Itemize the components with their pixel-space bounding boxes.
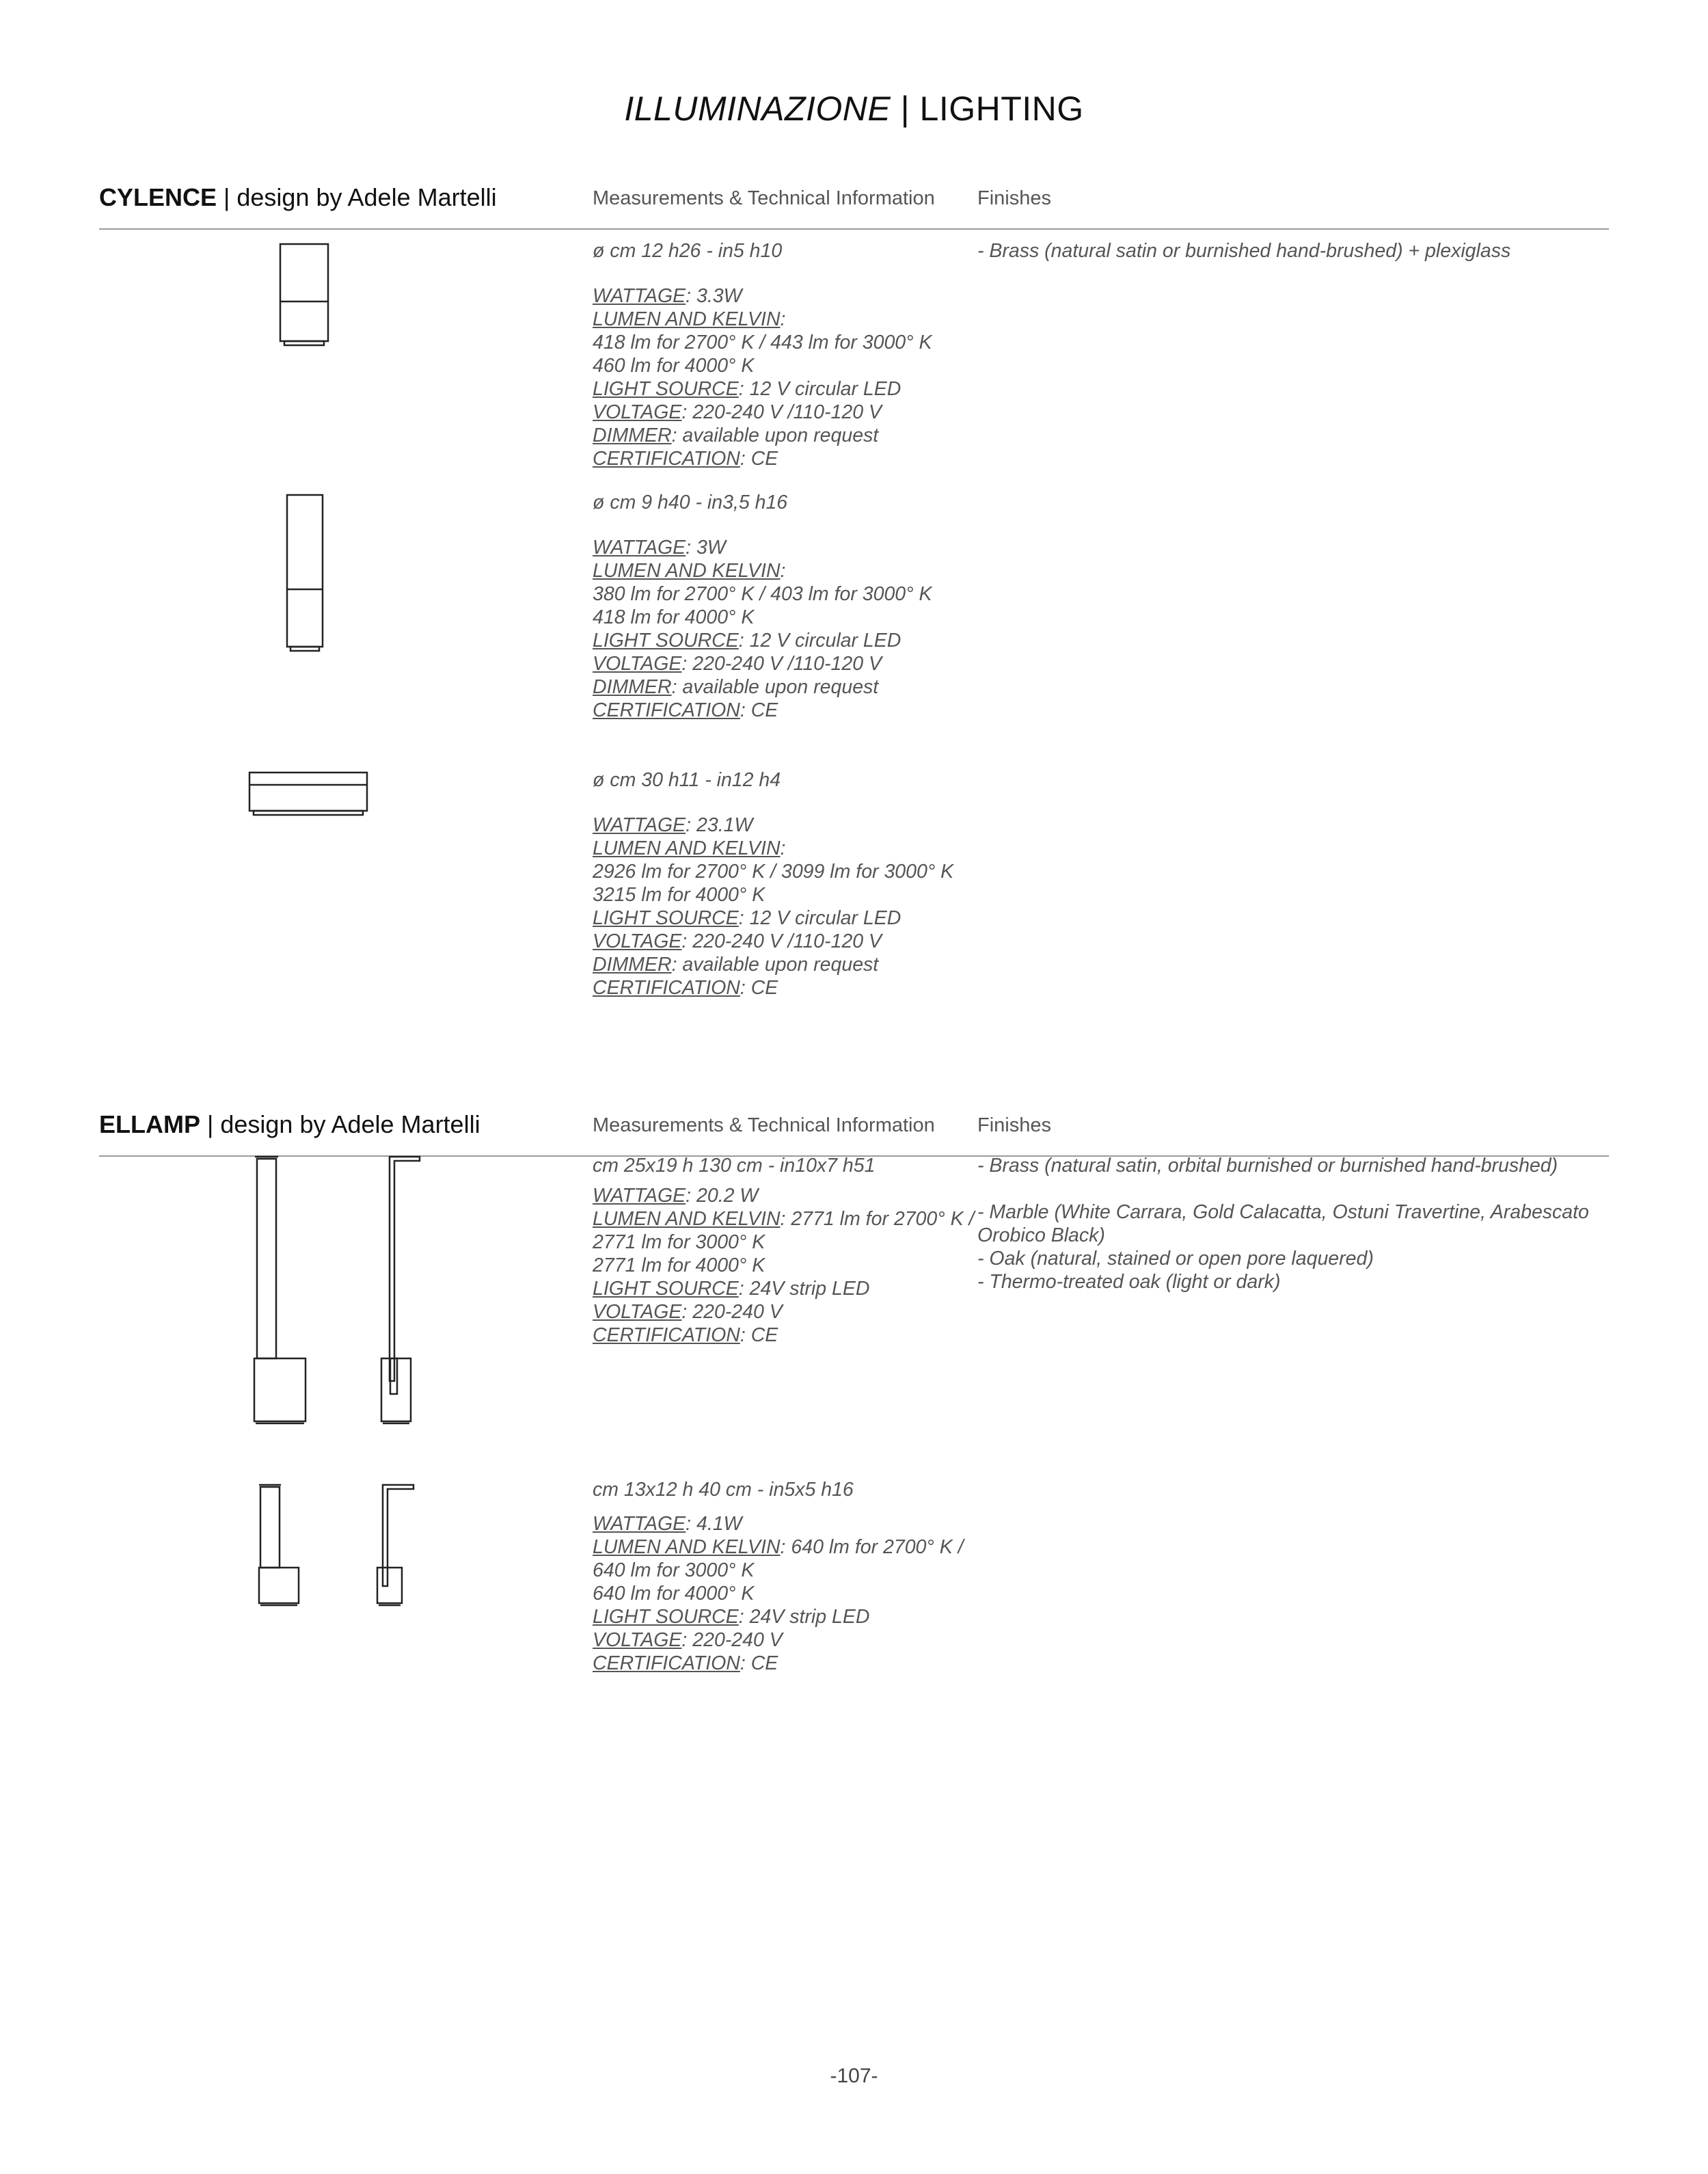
light-source-value: : 24V strip LED	[738, 1278, 870, 1300]
lumen-label: LUMEN AND KELVIN	[593, 1536, 781, 1558]
ellamp-finish-thermo-oak: - Thermo-treated oak (light or dark)	[977, 1271, 1281, 1293]
light-source-label: LIGHT SOURCE	[593, 1606, 739, 1628]
certification-value: : CE	[740, 448, 778, 470]
cylence-header	[99, 183, 1609, 224]
cylence-1-wattage	[593, 284, 975, 308]
voltage-label: VOLTAGE	[593, 653, 682, 675]
lumen-label: LUMEN AND KELVIN	[593, 308, 781, 330]
dimmer-label: DIMMER	[593, 425, 672, 446]
ellamp-2-voltage	[593, 1628, 975, 1652]
voltage-label: VOLTAGE	[593, 1629, 682, 1651]
ellamp-1-dimensions: cm 25x19 h 130 cm - in10x7 h51	[593, 1155, 876, 1177]
lumen-value: : 2771 lm for 2700° K /	[780, 1208, 975, 1230]
wattage-value: : 4.1W	[686, 1513, 742, 1535]
ellamp-name: ELLAMP	[99, 1110, 200, 1138]
cylence-2-lumen	[593, 559, 975, 582]
cylence-3-voltage	[593, 930, 975, 953]
cylence-1-light-source	[593, 377, 975, 401]
cylence-divider	[99, 228, 1609, 230]
voltage-value: : 220-240 V /110-120 V	[681, 930, 882, 952]
ellamp-tall-side-drawing	[376, 1155, 431, 1429]
cylence-1-dimensions: ø cm 12 h26 - in5 h10	[593, 240, 783, 262]
dimmer-value: : available upon request	[671, 954, 879, 976]
ellamp-finish-brass: - Brass (natural satin, orbital burnished or burnished hand-brushed)	[977, 1155, 1558, 1177]
light-source-label: LIGHT SOURCE	[593, 907, 739, 929]
lumen-label: LUMEN AND KELVIN	[593, 837, 781, 859]
light-source-label: LIGHT SOURCE	[593, 630, 739, 652]
cylence-finish-item: - Brass (natural satin or burnished hand-brushed) + plexiglass	[977, 240, 1511, 262]
wattage-label: WATTAGE	[593, 537, 686, 559]
cylence-designer: | design by Adele Martelli	[217, 183, 497, 211]
cylence-small-drawing	[273, 243, 342, 352]
cylence-3-dimensions: ø cm 30 h11 - in12 h4	[593, 769, 781, 791]
certification-value: : CE	[740, 1652, 778, 1674]
certification-label: CERTIFICATION	[593, 448, 740, 470]
voltage-value: : 220-240 V /110-120 V	[681, 653, 882, 675]
ellamp-finishes-heading: Finishes	[977, 1114, 1051, 1136]
certification-label: CERTIFICATION	[593, 977, 740, 999]
light-source-value: : 24V strip LED	[738, 1606, 870, 1628]
lumen-sep: :	[780, 560, 786, 582]
cylence-2-dimensions: ø cm 9 h40 - in3,5 h16	[593, 492, 788, 513]
ellamp-designer: | design by Adele Martelli	[200, 1110, 480, 1138]
certification-value: : CE	[740, 1324, 778, 1346]
cylence-1-dimmer	[593, 424, 975, 447]
ellamp-2-certification	[593, 1652, 975, 1675]
certification-label: CERTIFICATION	[593, 1324, 740, 1346]
ellamp-1-voltage	[593, 1300, 975, 1324]
cylence-spec-2	[593, 491, 975, 722]
cylence-3-light-source	[593, 907, 975, 930]
ellamp-tall-front-drawing	[249, 1155, 318, 1429]
light-source-label: LIGHT SOURCE	[593, 1278, 739, 1300]
light-source-label: LIGHT SOURCE	[593, 378, 739, 400]
ellamp-2-dimensions: cm 13x12 h 40 cm - in5x5 h16	[593, 1479, 854, 1501]
cylence-1-lumen-line-1: 418 lm for 2700° K / 443 lm for 3000° K	[593, 332, 932, 353]
voltage-label: VOLTAGE	[593, 401, 682, 423]
ellamp-1-wattage	[593, 1184, 975, 1207]
ellamp-finishes	[977, 1154, 1620, 1293]
certification-label: CERTIFICATION	[593, 699, 740, 721]
lumen-sep: :	[780, 837, 786, 859]
certification-label: CERTIFICATION	[593, 1652, 740, 1674]
ellamp-2-lumen-line-3: 640 lm for 4000° K	[593, 1583, 755, 1605]
cylence-2-voltage	[593, 652, 975, 675]
ellamp-2-lumen-line-2: 640 lm for 3000° K	[593, 1559, 755, 1581]
ellamp-2-lumen	[593, 1535, 975, 1559]
cylence-flat-drawing	[246, 771, 376, 826]
ellamp-2-light-source	[593, 1605, 975, 1628]
cylence-spec-3	[593, 768, 975, 999]
light-source-value: : 12 V circular LED	[738, 378, 902, 400]
light-source-value: : 12 V circular LED	[738, 907, 902, 929]
ellamp-finish-oak: - Oak (natural, stained or open pore laquered)	[977, 1248, 1374, 1270]
dimmer-value: : available upon request	[671, 676, 879, 698]
voltage-value: : 220-240 V	[681, 1301, 783, 1323]
dimmer-label: DIMMER	[593, 676, 672, 698]
cylence-1-voltage	[593, 401, 975, 424]
certification-value: : CE	[740, 699, 778, 721]
wattage-label: WATTAGE	[593, 1185, 686, 1207]
wattage-value: : 23.1W	[686, 814, 753, 836]
wattage-label: WATTAGE	[593, 1513, 686, 1535]
voltage-label: VOLTAGE	[593, 930, 682, 952]
cylence-1-lumen	[593, 308, 975, 331]
ellamp-1-lumen-line-2: 2771 lm for 3000° K	[593, 1231, 765, 1253]
ellamp-1-lumen	[593, 1207, 975, 1231]
certification-value: : CE	[740, 977, 778, 999]
ellamp-spec-1	[593, 1154, 975, 1347]
ellamp-header	[99, 1110, 1609, 1151]
cylence-2-wattage	[593, 536, 975, 559]
cylence-3-lumen	[593, 837, 975, 860]
cylence-name: CYLENCE	[99, 183, 217, 211]
cylence-measurements-heading: Measurements & Technical Information	[593, 187, 935, 209]
cylence-1-lumen-line-2: 460 lm for 4000° K	[593, 355, 755, 377]
ellamp-1-certification	[593, 1324, 975, 1347]
cylence-3-wattage	[593, 814, 975, 837]
page-title	[0, 89, 1708, 129]
dimmer-value: : available upon request	[671, 425, 879, 446]
lumen-label: LUMEN AND KELVIN	[593, 1208, 781, 1230]
cylence-spec-1	[593, 239, 975, 470]
page-number: -107-	[830, 2065, 878, 2087]
cylence-2-certification	[593, 699, 975, 722]
voltage-value: : 220-240 V	[681, 1629, 783, 1651]
cylence-2-dimmer	[593, 675, 975, 699]
cylence-3-lumen-line-1: 2926 lm for 2700° K / 3099 lm for 3000° K	[593, 861, 954, 883]
ellamp-product-title	[99, 1110, 480, 1139]
cylence-product-title	[99, 183, 497, 212]
ellamp-1-light-source	[593, 1277, 975, 1300]
wattage-value: : 3.3W	[686, 285, 742, 307]
ellamp-small-side-drawing	[375, 1484, 422, 1613]
lumen-label: LUMEN AND KELVIN	[593, 560, 781, 582]
cylence-2-light-source	[593, 629, 975, 652]
voltage-label: VOLTAGE	[593, 1301, 682, 1323]
cylence-3-lumen-line-2: 3215 lm for 4000° K	[593, 884, 765, 906]
wattage-label: WATTAGE	[593, 285, 686, 307]
ellamp-1-lumen-line-3: 2771 lm for 4000° K	[593, 1254, 765, 1276]
finish-spacer	[977, 1177, 1620, 1200]
lumen-value: : 640 lm for 2700° K /	[780, 1536, 964, 1558]
page-title-italic: ILLUMINAZIONE	[624, 90, 891, 128]
light-source-value: : 12 V circular LED	[738, 630, 902, 652]
voltage-value: : 220-240 V /110-120 V	[681, 401, 882, 423]
cylence-2-lumen-line-2: 418 lm for 4000° K	[593, 606, 755, 628]
ellamp-spec-2	[593, 1478, 975, 1675]
cylence-1-certification	[593, 447, 975, 470]
cylence-2-lumen-line-1: 380 lm for 2700° K / 403 lm for 3000° K	[593, 583, 932, 605]
cylence-finishes	[977, 239, 1620, 263]
ellamp-finish-marble: - Marble (White Carrara, Gold Calacatta, Ostuni Travertine, Arabescato	[977, 1201, 1589, 1223]
cylence-tall-drawing	[280, 494, 335, 658]
cylence-3-certification	[593, 976, 975, 999]
cylence-3-dimmer	[593, 953, 975, 976]
cylence-finishes-heading: Finishes	[977, 187, 1051, 209]
ellamp-finish-marble-cont: Orobico Black)	[977, 1224, 1105, 1246]
ellamp-small-front-drawing	[256, 1484, 310, 1613]
wattage-value: : 3W	[686, 537, 726, 559]
lumen-sep: :	[780, 308, 786, 330]
page-title-rest: | LIGHTING	[891, 90, 1084, 128]
ellamp-measurements-heading: Measurements & Technical Information	[593, 1114, 935, 1136]
wattage-label: WATTAGE	[593, 814, 686, 836]
ellamp-2-wattage	[593, 1512, 975, 1535]
dimmer-label: DIMMER	[593, 954, 672, 976]
wattage-value: : 20.2 W	[686, 1185, 759, 1207]
